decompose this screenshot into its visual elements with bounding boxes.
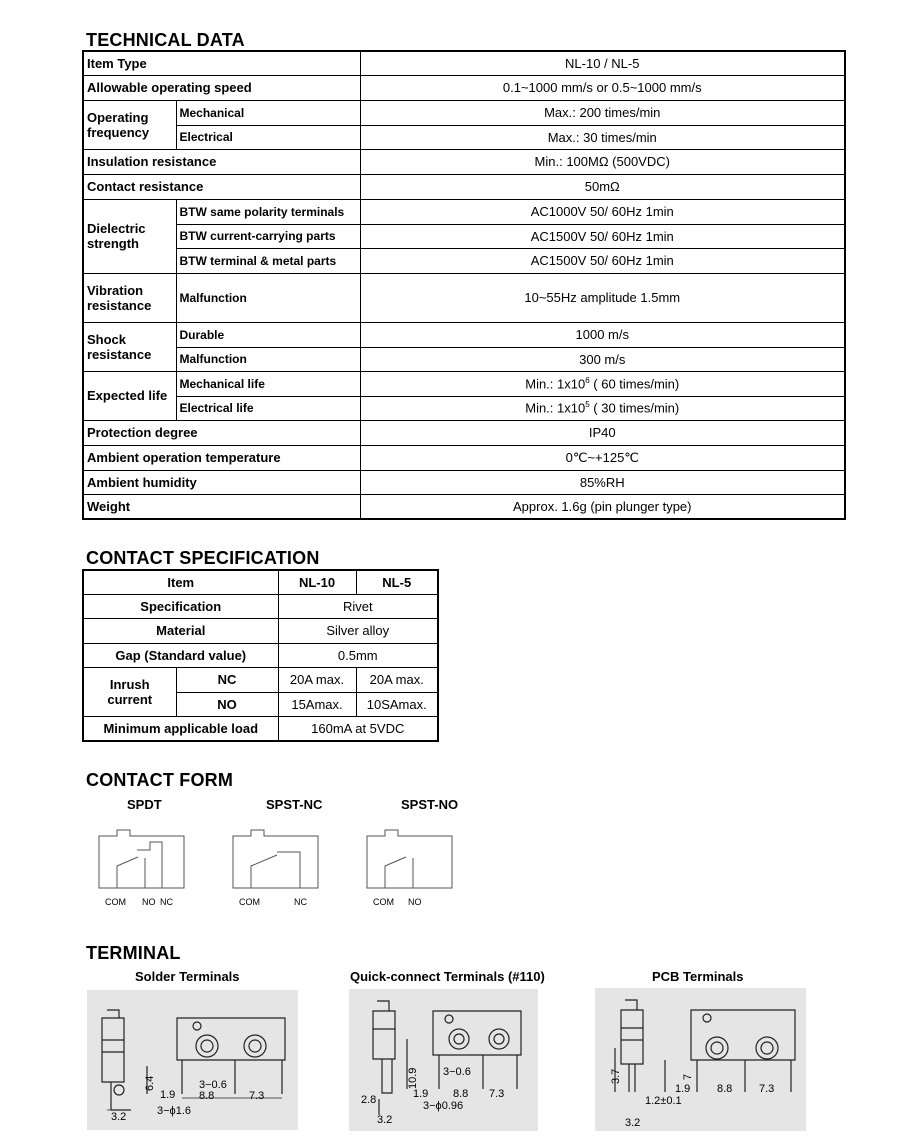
contact-form-heading: CONTACT FORM <box>86 770 234 790</box>
expected-life-label: Expected life <box>83 371 176 420</box>
quick-connect-terminal-panel <box>349 989 538 1131</box>
spst-nc-title: SPST-NC <box>266 797 323 812</box>
shock-malfunction-label: Malfunction <box>176 347 360 371</box>
min-load-value: 160mA at 5VDC <box>278 716 438 741</box>
dielectric-r2-label: BTW current-carrying parts <box>176 224 360 248</box>
table-row <box>83 470 845 494</box>
no-nl5-value: 10SAmax. <box>356 692 438 716</box>
spst-no-title: SPST-NO <box>401 797 459 812</box>
table-row <box>83 643 438 667</box>
item-type-label: Item Type <box>83 51 360 75</box>
electrical-life-value: Min.: $1x10^5$ ( 30 times/min) <box>360 396 845 420</box>
specification-label: Specification <box>83 594 278 618</box>
spdt-nc-label: NC <box>160 897 173 907</box>
dielectric-r3-label: BTW terminal & metal parts <box>176 248 360 273</box>
spst-no-no-label: NO <box>408 897 422 907</box>
pcb-d7: 3.2 <box>625 1117 641 1129</box>
pcb-title: PCB Terminals <box>652 969 744 984</box>
min-load-label: Minimum applicable load <box>83 716 278 741</box>
solder-terminal-panel <box>87 990 298 1130</box>
no-nl10-value: 15Amax. <box>278 692 356 716</box>
contact-spec-table <box>82 569 439 742</box>
table-row <box>83 51 845 75</box>
table-row <box>83 125 845 149</box>
contact-resistance-label: Contact resistance <box>83 174 360 199</box>
pcb-d2: 7 <box>682 1073 694 1080</box>
table-row <box>83 396 845 420</box>
mechanical-label: Mechanical <box>176 100 360 125</box>
solder-title: Solder Terminals <box>135 969 240 984</box>
durable-label: Durable <box>176 322 360 347</box>
dielectric-r1-value: AC1000V 50/ 60Hz 1min <box>360 199 845 224</box>
table-row <box>83 322 845 347</box>
pcb-d3: 1.9 <box>675 1083 691 1095</box>
quick-d3: 1.9 <box>413 1088 429 1100</box>
contact-spec-heading: CONTACT SPECIFICATION <box>86 548 320 568</box>
spst-no-com-label: COM <box>373 897 394 907</box>
temperature-label: Ambient operation temperature <box>83 445 360 470</box>
table-row <box>83 100 845 125</box>
spst-nc-com-label: COM <box>239 897 260 907</box>
weight-label: Weight <box>83 494 360 519</box>
table-row <box>83 224 845 248</box>
insulation-value: Min.: 100MΩ (500VDC) <box>360 149 845 174</box>
quick-d2: 3−0.6 <box>443 1066 471 1078</box>
operating-frequency-label: Operating frequency <box>83 100 176 149</box>
quick-d5: 7.3 <box>489 1088 505 1100</box>
table-row <box>83 618 438 643</box>
vibration-label: Vibration resistance <box>83 273 176 322</box>
table-row <box>83 347 845 371</box>
pcb-d6: 1.2±0.1 <box>645 1095 682 1107</box>
no-label: NO <box>176 692 278 716</box>
pcb-d5: 7.3 <box>759 1083 775 1095</box>
table-row <box>83 248 845 273</box>
temperature-value: 0℃~+125℃ <box>360 445 845 470</box>
table-row <box>83 174 845 199</box>
vibration-value: 10~55Hz amplitude 1.5mm <box>360 273 845 322</box>
table-row <box>83 75 845 100</box>
quick-connect-title: Quick-connect Terminals (#110) <box>350 969 545 984</box>
table-row <box>83 494 845 519</box>
protection-value: IP40 <box>360 420 845 445</box>
nc-nl10-value: 20A max. <box>278 667 356 692</box>
solder-d5: 7.3 <box>249 1090 265 1102</box>
solder-d2: 1.9 <box>160 1089 176 1101</box>
table-row <box>83 570 438 594</box>
speed-value: 0.1~1000 mm/s or 0.5~1000 mm/s <box>360 75 845 100</box>
dielectric-r3-value: AC1500V 50/ 60Hz 1min <box>360 248 845 273</box>
electrical-label: Electrical <box>176 125 360 149</box>
table-row <box>83 199 845 224</box>
weight-value: Approx. 1.6g (pin plunger type) <box>360 494 845 519</box>
dielectric-r1-label: BTW same polarity terminals <box>176 199 360 224</box>
durable-value: 1000 m/s <box>360 322 845 347</box>
dielectric-r2-value: AC1500V 50/ 60Hz 1min <box>360 224 845 248</box>
mechanical-life-value: Min.: $1x10^6$ ( 60 times/min) <box>360 371 845 396</box>
material-value: Silver alloy <box>278 618 438 643</box>
spst-nc-nc-label: NC <box>294 897 307 907</box>
solder-d1: 6.4 <box>144 1075 156 1091</box>
spdt-title: SPDT <box>127 797 162 812</box>
col-nl5: NL-5 <box>356 570 438 594</box>
quick-d4: 8.8 <box>453 1088 469 1100</box>
pcb-d1: 3.7 <box>610 1068 622 1084</box>
nc-nl5-value: 20A max. <box>356 667 438 692</box>
table-row <box>83 420 845 445</box>
insulation-label: Insulation resistance <box>83 149 360 174</box>
gap-value: 0.5mm <box>278 643 438 667</box>
table-row <box>83 667 438 692</box>
specification-value: Rivet <box>278 594 438 618</box>
mechanical-life-label: Mechanical life <box>176 371 360 396</box>
solder-d3: 3−0.6 <box>199 1079 227 1091</box>
col-item: Item <box>83 570 278 594</box>
quick-d8: 3.2 <box>377 1114 393 1126</box>
humidity-value: 85%RH <box>360 470 845 494</box>
inrush-label: Inrush current <box>83 667 176 716</box>
pcb-d4: 8.8 <box>717 1083 733 1095</box>
quick-d6: 2.8 <box>361 1094 377 1106</box>
item-type-value: NL-10 / NL-5 <box>360 51 845 75</box>
table-row <box>83 273 845 322</box>
pcb-terminal-panel <box>595 988 806 1131</box>
solder-d7: 3−ϕ1.6 <box>157 1105 191 1117</box>
gap-label: Gap (Standard value) <box>83 643 278 667</box>
table-row <box>83 149 845 174</box>
table-row <box>83 716 438 741</box>
electrical-life-label: Electrical life <box>176 396 360 420</box>
solder-d6: 3.2 <box>111 1111 127 1123</box>
table-row <box>83 594 438 618</box>
protection-label: Protection degree <box>83 420 360 445</box>
dielectric-label: Dielectric strength <box>83 199 176 273</box>
technical-data-heading: TECHNICAL DATA <box>86 30 245 50</box>
terminal-heading: TERMINAL <box>86 943 181 963</box>
vibration-sub-label: Malfunction <box>176 273 360 322</box>
nc-label: NC <box>176 667 278 692</box>
quick-d7: 3−ϕ0.96 <box>423 1100 464 1112</box>
humidity-label: Ambient humidity <box>83 470 360 494</box>
table-row <box>83 371 845 396</box>
electrical-value: Max.: 30 times/min <box>360 125 845 149</box>
mechanical-value: Max.: 200 times/min <box>360 100 845 125</box>
quick-d1: 10.9 <box>407 1067 419 1089</box>
technical-data-table <box>82 50 846 520</box>
shock-malfunction-value: 300 m/s <box>360 347 845 371</box>
contact-resistance-value: 50mΩ <box>360 174 845 199</box>
col-nl10: NL-10 <box>278 570 356 594</box>
shock-label: Shock resistance <box>83 322 176 371</box>
solder-d4: 8.8 <box>199 1090 215 1102</box>
spdt-com-label: COM <box>105 897 126 907</box>
spdt-no-label: NO <box>142 897 156 907</box>
material-label: Material <box>83 618 278 643</box>
table-row <box>83 445 845 470</box>
speed-label: Allowable operating speed <box>83 75 360 100</box>
